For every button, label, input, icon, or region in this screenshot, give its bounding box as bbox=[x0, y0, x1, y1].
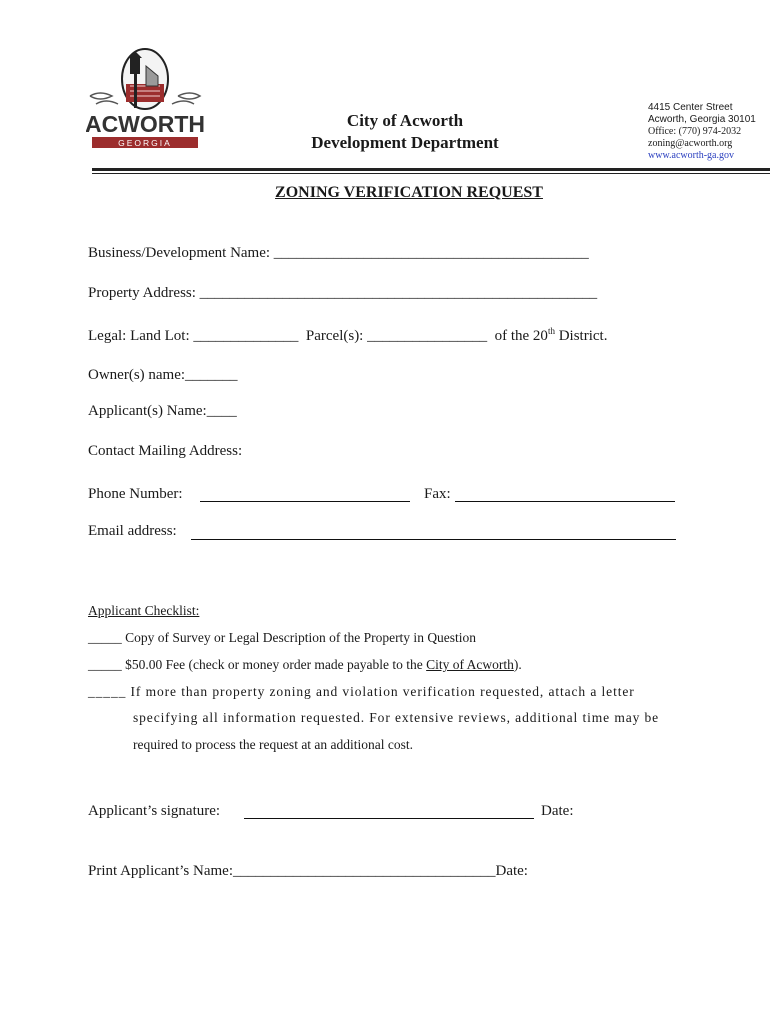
mailing-address-label: Contact Mailing Address: bbox=[88, 443, 243, 459]
city-payee-link: City of Acworth bbox=[426, 657, 514, 672]
checklist-item-survey[interactable]: _____ Copy of Survey or Legal Description of the Property in Question bbox=[88, 630, 477, 645]
applicant-name-field[interactable]: Applicant(s) Name:____ bbox=[88, 403, 237, 419]
property-address-field[interactable]: Property Address: _____________________________________________________ bbox=[88, 285, 598, 301]
checklist-item-letter-line2: specifying all information requested. For extensive reviews, additional time may be bbox=[133, 710, 660, 725]
legal-description-field[interactable] bbox=[88, 326, 607, 345]
legal-suffix: District. bbox=[554, 328, 608, 344]
fax-label: Fax: bbox=[424, 486, 451, 502]
signature-date-label: Date: bbox=[541, 803, 574, 819]
email-label: Email address: bbox=[88, 523, 177, 539]
department-name: Development Department bbox=[311, 133, 499, 152]
logo-subtext: GEORGIA bbox=[118, 138, 172, 148]
checklist-item-letter[interactable]: _____ If more than property zoning and violation verification requested, attach a letter bbox=[88, 684, 635, 699]
lamp-post-logo-icon bbox=[86, 46, 204, 152]
contact-email: zoning@acworth.org bbox=[648, 138, 733, 149]
city-state-zip: Acworth, Georgia 30101 bbox=[648, 114, 756, 125]
signature-label: Applicant’s signature: bbox=[88, 803, 221, 819]
department-heading bbox=[290, 110, 520, 154]
print-name-field[interactable]: Print Applicant’s Name:___________________________________Date: bbox=[88, 863, 528, 879]
owner-name-field[interactable]: Owner(s) name:_______ bbox=[88, 367, 238, 383]
legal-prefix: Legal: Land Lot: ______________ Parcel(s): ________________ of the 20 bbox=[88, 328, 548, 344]
header-divider-thin bbox=[92, 173, 770, 174]
fee-text-end: ). bbox=[513, 657, 522, 672]
fee-text: _____ $50.00 Fee (check or money order made payable to the bbox=[88, 657, 427, 672]
checklist-item-fee[interactable] bbox=[88, 657, 522, 673]
logo-wordmark: ACWORTH bbox=[86, 111, 204, 137]
header-divider-thick bbox=[92, 168, 770, 171]
city-name: City of Acworth bbox=[346, 111, 464, 130]
acworth-logo bbox=[86, 46, 204, 152]
business-name-field[interactable]: Business/Development Name: __________________________________________ bbox=[88, 245, 589, 261]
legal-superscript: th bbox=[547, 326, 555, 336]
fax-input-line[interactable] bbox=[455, 501, 675, 502]
checklist-heading: Applicant Checklist: bbox=[88, 603, 200, 618]
contact-block bbox=[648, 102, 756, 162]
signature-input-line[interactable] bbox=[244, 818, 534, 819]
street-address: 4415 Center Street bbox=[648, 102, 733, 113]
phone-label: Phone Number: bbox=[88, 486, 183, 502]
website-link[interactable]: www.acworth-ga.gov bbox=[648, 150, 734, 161]
phone-input-line[interactable] bbox=[200, 501, 410, 502]
office-phone: Office: (770) 974-2032 bbox=[648, 126, 742, 137]
checklist-item-letter-line3: required to process the request at an additional cost. bbox=[133, 737, 414, 752]
form-title: ZONING VERIFICATION REQUEST bbox=[275, 184, 543, 201]
email-input-line[interactable] bbox=[191, 539, 676, 540]
